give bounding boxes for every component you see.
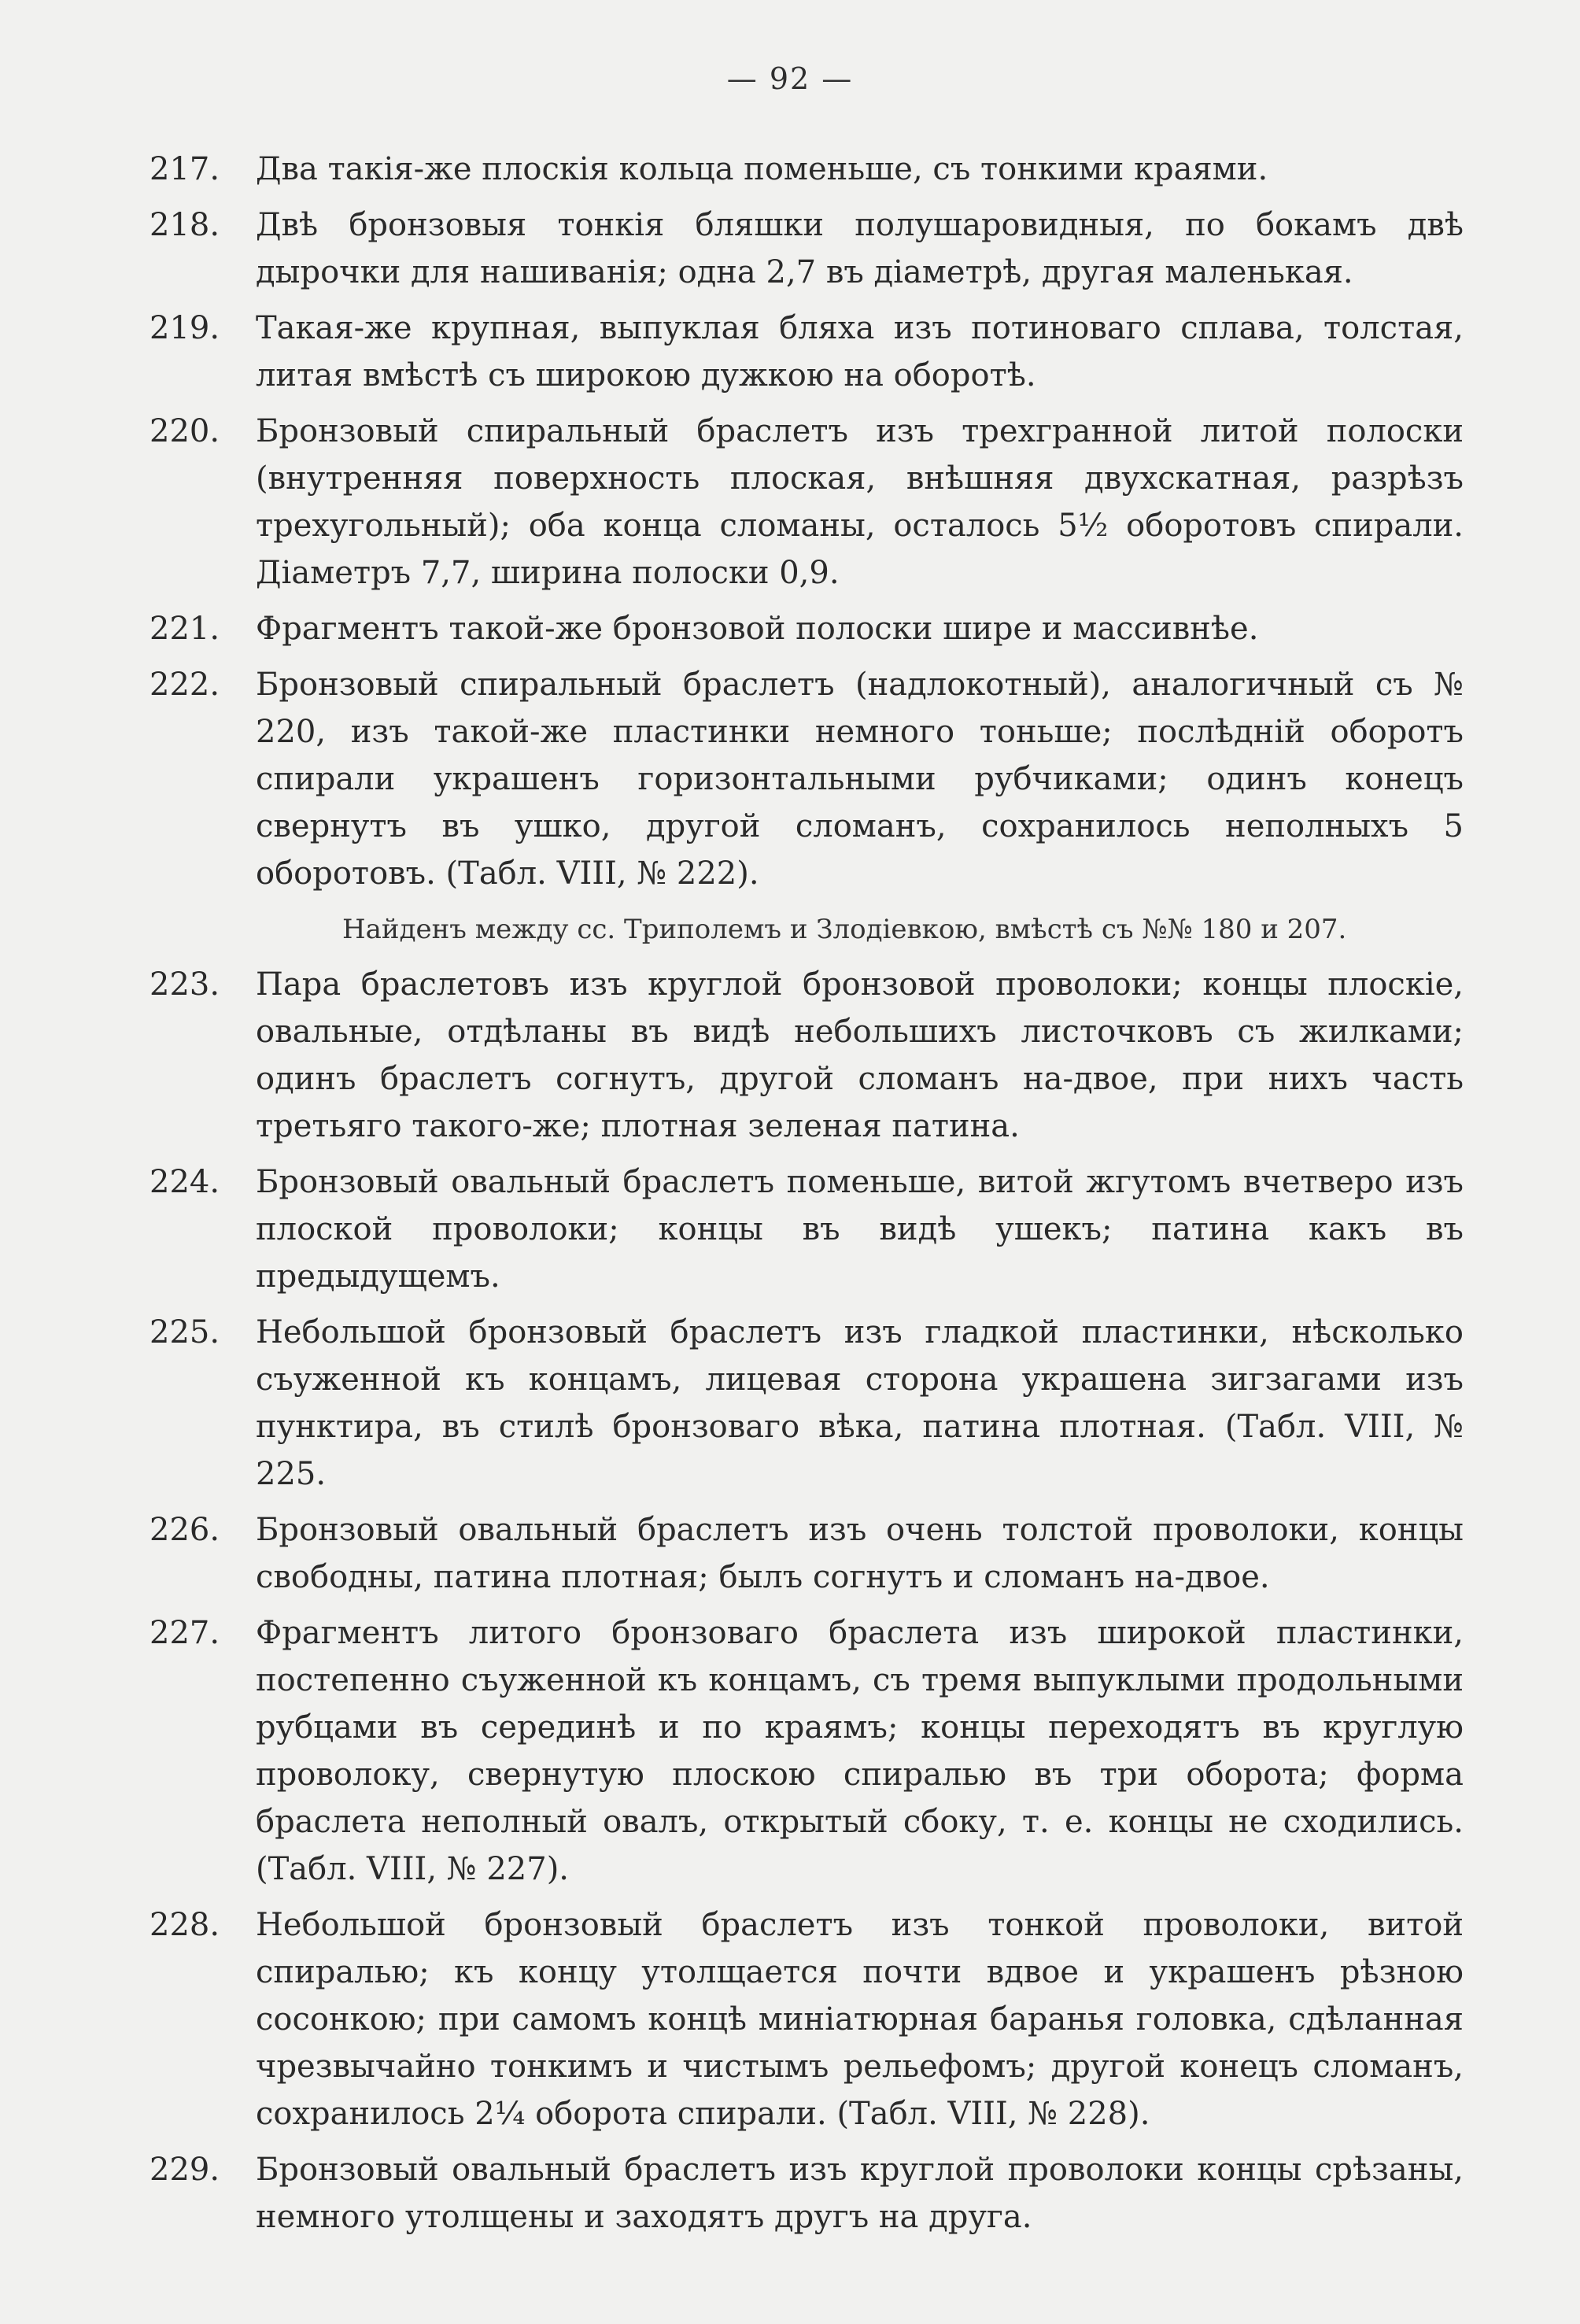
entry-text: Бронзовый спиральный браслетъ изъ трехгранной литой полоски (внутренняя поверхность плоская, внѣшняя двухскатная, разрѣзъ трехугольный); оба конца сломаны, осталось 5½ оборотовъ спирали. Діаметръ 7,7, ширина полоски 0,9.	[256, 413, 1464, 591]
catalog-entry	[150, 1158, 1464, 1300]
entry-number: 217.	[150, 151, 220, 187]
catalog-entries	[150, 146, 1464, 2249]
entry-number: 228.	[150, 1907, 220, 1943]
entry-text: Такая-же крупная, выпуклая бляха изъ потиноваго сплава, толстая, литая вмѣстѣ съ широкою дужкою на оборотѣ.	[256, 310, 1464, 393]
entry-text: Небольшой бронзовый браслетъ изъ гладкой пластинки, нѣсколько съуженной къ концамъ, лицевая сторона украшена зигзагами изъ пунктира, въ стилѣ бронзоваго вѣка, патина плотная. (Табл. VIII, № 225.	[256, 1314, 1464, 1492]
entry-text: Фрагментъ литого бронзоваго браслета изъ широкой пластинки, постепенно съуженной къ концамъ, съ тремя выпуклыми продольными рубцами въ серединѣ и по краямъ; концы переходятъ въ круглую проволоку, свернутую плоскою спиралью въ три оборота; форма браслета неполный овалъ, открытый сбоку, т. е. концы не сходились. (Табл. VIII, № 227).	[256, 1615, 1464, 1887]
catalog-entry	[150, 2146, 1464, 2241]
catalog-entry	[150, 961, 1464, 1150]
entry-number: 220.	[150, 413, 220, 449]
entry-number: 227.	[150, 1615, 220, 1651]
entry-text: Два такія-же плоскія кольца поменьше, съ тонкими краями.	[256, 151, 1268, 187]
catalog-entry	[150, 1609, 1464, 1893]
entry-text: Двѣ бронзовыя тонкія бляшки полушаровидныя, по бокамъ двѣ дырочки для нашиванія; одна 2,7 въ діаметрѣ, другая маленькая.	[256, 207, 1464, 290]
catalog-entry	[150, 1506, 1464, 1601]
entry-number: 229.	[150, 2152, 220, 2188]
catalog-entry	[150, 1309, 1464, 1498]
page-number: — 92 —	[726, 61, 854, 96]
entry-number: 219.	[150, 310, 220, 346]
entry-number: 224.	[150, 1164, 220, 1200]
entry-text: Пара браслетовъ изъ круглой бронзовой проволоки; концы плоскіе, овальные, отдѣланы въ видѣ небольшихъ листочковъ съ жилками; одинъ браслетъ согнутъ, другой сломанъ на-двое, при нихъ часть третьяго такого-же; плотная зеленая патина.	[256, 966, 1464, 1144]
entry-number: 226.	[150, 1512, 220, 1548]
entry-text: Бронзовый овальный браслетъ поменьше, витой жгутомъ вчетверо изъ плоской проволоки; концы въ видѣ ушекъ; патина какъ въ предыдущемъ.	[256, 1164, 1464, 1295]
catalog-entry	[150, 408, 1464, 597]
entry-text: Бронзовый спиральный браслетъ (надлокотный), аналогичный съ № 220, изъ такой-же пластинки немного тоньше; послѣдній оборотъ спирали украшенъ горизонтальными рубчиками; одинъ конецъ свернутъ въ ушко, другой сломанъ, сохранилось неполныхъ 5 оборотовъ. (Табл. VIII, № 222).	[256, 667, 1464, 892]
catalog-entry	[150, 201, 1464, 296]
entry-number: 225.	[150, 1314, 220, 1350]
catalog-entry	[150, 605, 1464, 652]
entry-number: 223.	[150, 966, 220, 1003]
entry-number: 221.	[150, 611, 220, 647]
catalog-entry	[150, 661, 1464, 897]
catalog-entry	[150, 146, 1464, 193]
entry-text: Бронзовый овальный браслетъ изъ круглой проволоки концы срѣзаны, немного утолщены и заходятъ другъ на друга.	[256, 2152, 1464, 2235]
catalog-entry	[150, 1901, 1464, 2137]
find-location-note: Найденъ между сс. Триполемъ и Злодіевкою, вмѣстѣ съ №№ 180 и 207.	[342, 914, 1347, 945]
catalog-entry	[150, 305, 1464, 399]
entry-text: Фрагментъ такой-же бронзовой полоски шире и массивнѣе.	[256, 611, 1259, 647]
entry-number: 218.	[150, 207, 220, 243]
entry-text: Небольшой бронзовый браслетъ изъ тонкой проволоки, витой спиралью; къ концу утолщается почти вдвое и украшенъ рѣзною сосонкою; при самомъ концѣ миніатюрная баранья головка, сдѣланная чрезвычайно тонкимъ и чистымъ рельефомъ; другой конецъ сломанъ, сохранилось 2¼ оборота спирали. (Табл. VIII, № 228).	[256, 1907, 1464, 2132]
entry-text: Бронзовый овальный браслетъ изъ очень толстой проволоки, концы свободны, патина плотная; былъ согнутъ и сломанъ на-двое.	[256, 1512, 1464, 1595]
entry-number: 222.	[150, 667, 220, 703]
